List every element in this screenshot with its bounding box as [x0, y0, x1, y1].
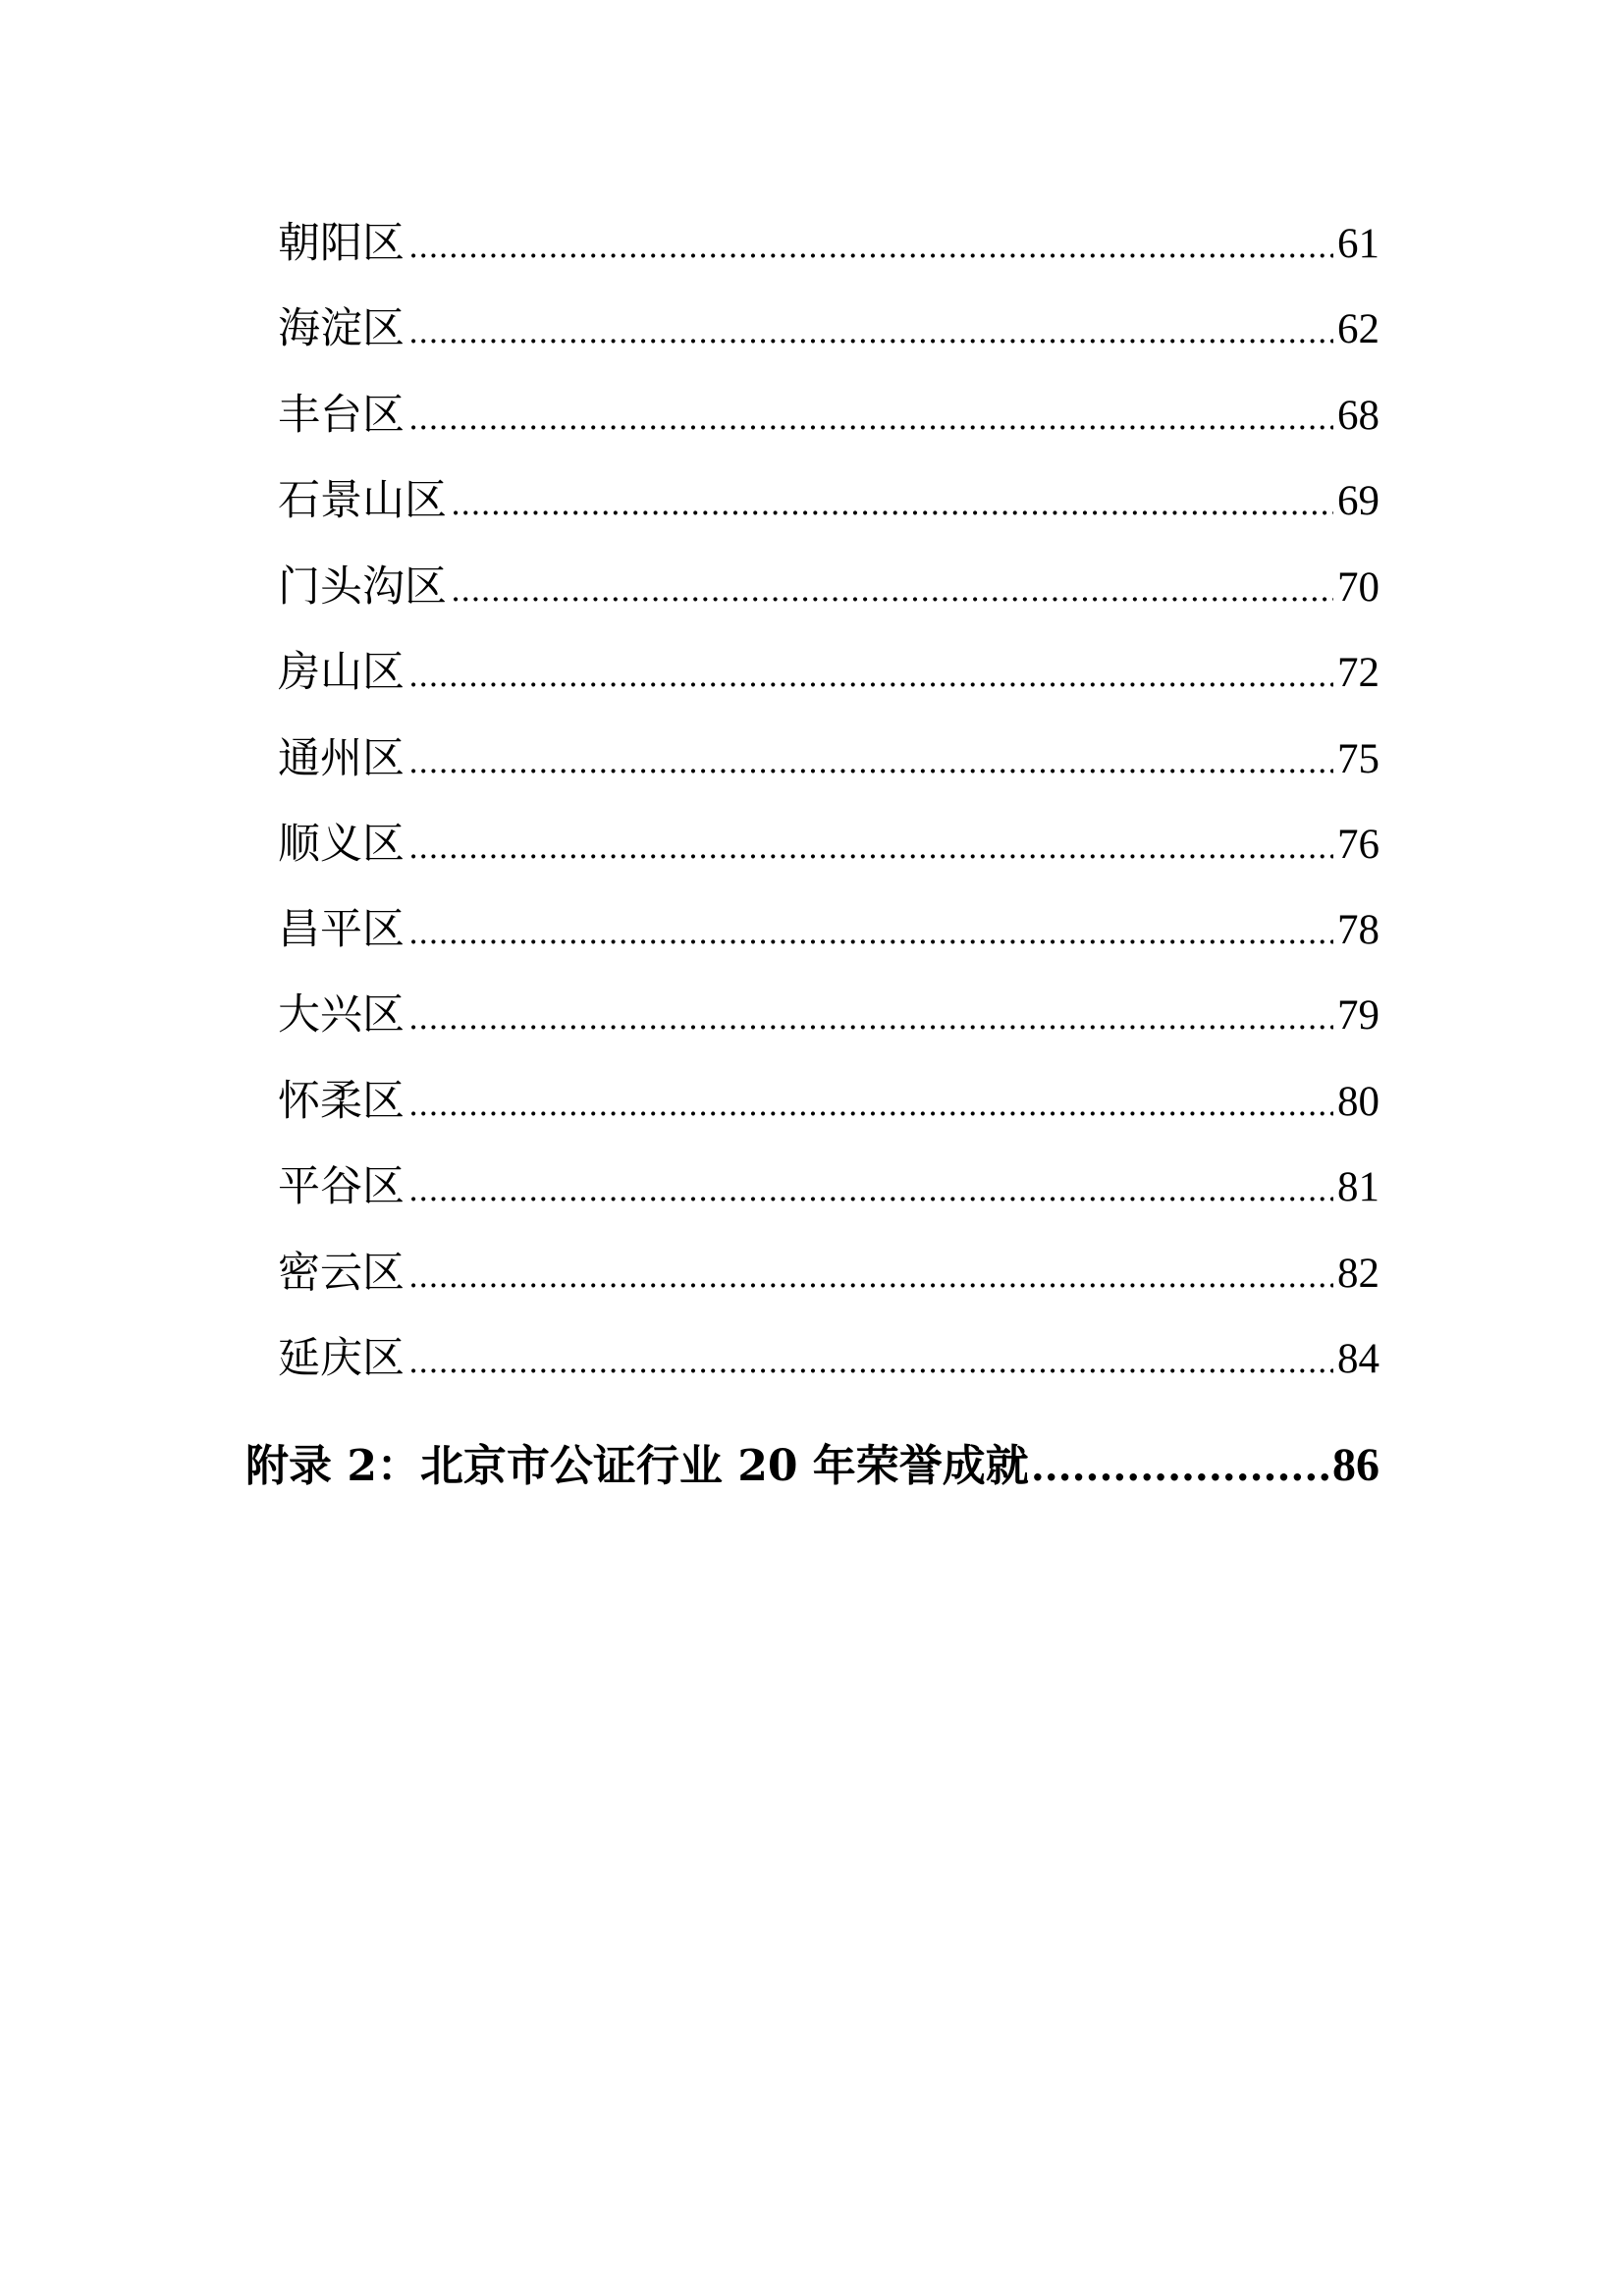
toc-dot-leader: [408, 999, 1333, 1037]
toc-entry-daxing[interactable]: [278, 982, 1380, 1041]
toc-entry-label: 丰台区: [278, 391, 405, 440]
toc-entry-label: 石景山区: [278, 476, 447, 525]
toc-entry-mentougou[interactable]: [278, 554, 1380, 613]
toc-dot-leader: [408, 228, 1333, 265]
toc-entry-appendix-2[interactable]: [245, 1430, 1380, 1493]
toc-page-number: 80: [1337, 1079, 1380, 1125]
toc-page-number: 72: [1337, 650, 1380, 696]
toc-page-number: 75: [1337, 736, 1380, 782]
toc-entry-haidian[interactable]: [278, 295, 1380, 354]
toc-page-number: 79: [1337, 992, 1380, 1039]
toc-dot-leader: [408, 914, 1333, 951]
toc-entry-label: 门头沟区: [278, 562, 447, 612]
toc-entry-label: 大兴区: [278, 990, 405, 1040]
toc-entry-huairou[interactable]: [278, 1068, 1380, 1127]
toc-entry-label: 顺义区: [278, 820, 405, 869]
toc-page-number: 61: [1337, 221, 1380, 267]
toc-page-number: 86: [1332, 1439, 1380, 1491]
toc-page-number: 69: [1337, 478, 1380, 524]
toc-dot-leader: [408, 400, 1333, 437]
toc-dot-leader: [408, 1086, 1333, 1123]
toc-dot-leader: [408, 743, 1333, 780]
toc-entry-label: 延庆区: [278, 1334, 405, 1383]
toc-dot-leader: [451, 571, 1333, 609]
toc-entry-label: 密云区: [278, 1249, 405, 1298]
toc-entry-label: 海淀区: [278, 304, 405, 353]
toc-entry-yanqing[interactable]: [278, 1325, 1380, 1384]
toc-entry-shijingshan[interactable]: [278, 467, 1380, 526]
toc-page-number: 62: [1337, 306, 1380, 352]
toc-dot-leader: [408, 1257, 1333, 1295]
toc-page-number: 82: [1337, 1251, 1380, 1297]
toc-entry-miyun[interactable]: [278, 1240, 1380, 1299]
toc-entry-fangshan[interactable]: [278, 639, 1380, 698]
toc-page-number: 81: [1337, 1164, 1380, 1210]
toc-dot-leader: [451, 485, 1333, 522]
toc-entry-tongzhou[interactable]: [278, 725, 1380, 784]
toc-entry-changping[interactable]: [278, 896, 1380, 955]
toc-entry-label: 昌平区: [278, 905, 405, 954]
toc-entry-chaoyang[interactable]: [278, 210, 1380, 269]
toc-dot-leader: [408, 1343, 1333, 1380]
toc-dot-leader: [408, 1171, 1333, 1208]
toc-entry-label: 房山区: [278, 648, 405, 697]
toc-entry-label: 朝阳区: [278, 219, 405, 268]
toc-page-number: 84: [1337, 1336, 1380, 1382]
toc-entry-pinggu[interactable]: [278, 1153, 1380, 1212]
toc-entry-label: 平谷区: [278, 1162, 405, 1211]
toc-dot-leader: [408, 828, 1333, 866]
toc-entry-label: 怀柔区: [278, 1077, 405, 1126]
toc-entry-shunyi[interactable]: [278, 811, 1380, 870]
toc-dot-leader: [408, 657, 1333, 694]
toc-page-number: 76: [1337, 822, 1380, 868]
toc-page-number: 68: [1337, 393, 1380, 439]
toc-dot-leader: [1031, 1444, 1330, 1490]
toc-page-number: 70: [1337, 564, 1380, 611]
toc-entry-fengtai[interactable]: [278, 382, 1380, 441]
toc-entry-label: 附录 2：北京市公证行业 20 年荣誉成就: [245, 1441, 1029, 1491]
toc-dot-leader: [408, 313, 1333, 350]
toc-entry-label: 通州区: [278, 734, 405, 783]
toc-page-number: 78: [1337, 907, 1380, 953]
